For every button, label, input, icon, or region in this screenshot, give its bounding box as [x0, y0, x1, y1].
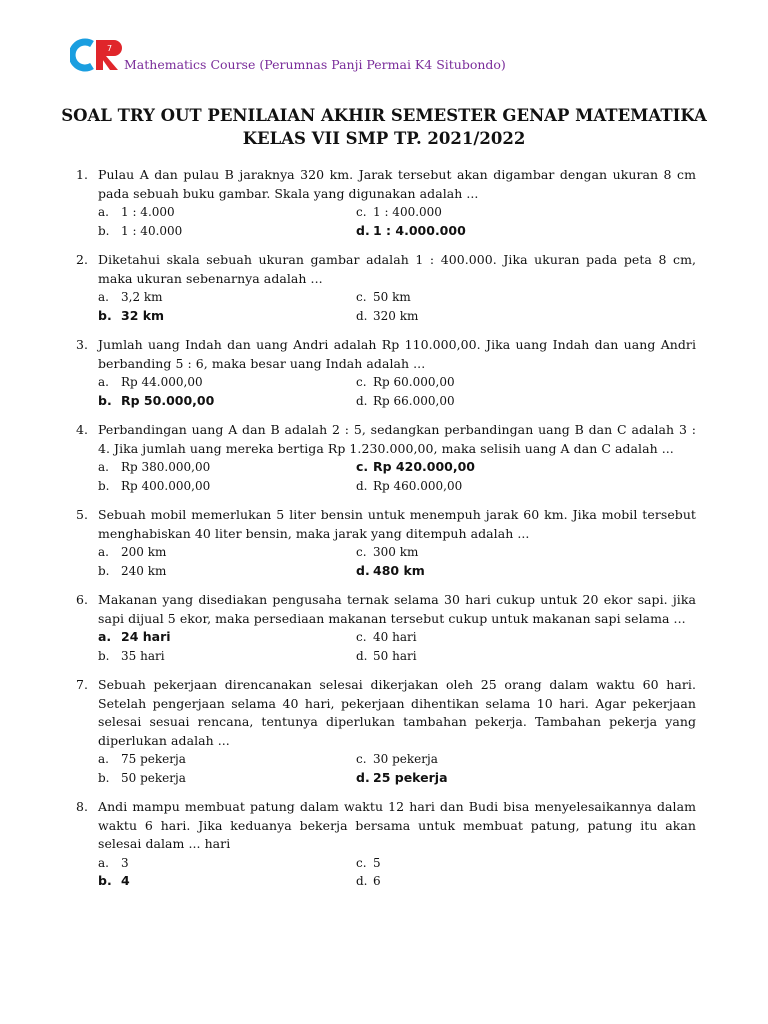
answer-option	[356, 288, 606, 307]
option-letter: b.	[98, 478, 110, 493]
page-header	[70, 38, 506, 72]
answer-option	[98, 769, 356, 788]
answer-option	[356, 628, 606, 647]
option-text: 25 pekerja	[373, 769, 448, 785]
title-line-1: SOAL TRY OUT PENILAIAN AKHIR SEMESTER GENAP MATEMATIKA	[61, 106, 707, 125]
answer-option	[356, 750, 606, 769]
question-item	[76, 336, 696, 410]
option-text: 50 hari	[373, 648, 417, 663]
option-letter: b.	[98, 648, 110, 663]
question-text: Diketahui skala sebuah ukuran gambar adalah 1 : 400.000. Jika ukuran pada peta 8 cm, maka ukuran sebenarnya adalah ...	[98, 252, 696, 286]
question-stem	[76, 591, 696, 628]
question-number: 8.	[76, 799, 88, 814]
option-letter: d.	[356, 874, 368, 888]
answer-option	[98, 392, 356, 411]
page-title	[0, 104, 768, 150]
answer-option	[356, 458, 606, 477]
option-text: 1 : 4.000	[121, 205, 175, 219]
option-text: 40 hari	[373, 630, 417, 644]
question-number: 2.	[76, 252, 88, 267]
question-stem	[76, 676, 696, 750]
answer-options	[98, 628, 696, 665]
question-number: 7.	[76, 677, 88, 692]
course-logo	[70, 38, 122, 72]
option-letter: a.	[98, 290, 109, 304]
question-stem	[76, 251, 696, 288]
answer-option	[98, 562, 356, 581]
option-text: Rp 460.000,00	[373, 478, 463, 493]
answer-option	[98, 750, 356, 769]
option-text: 3,2 km	[121, 290, 163, 304]
question-item	[76, 798, 696, 891]
option-text: 50 km	[373, 290, 411, 304]
option-letter: b.	[98, 770, 110, 785]
answer-option	[98, 872, 356, 891]
question-item	[76, 676, 696, 787]
option-text: Rp 50.000,00	[121, 392, 215, 408]
answer-option	[356, 854, 606, 873]
question-stem	[76, 798, 696, 854]
answer-options	[98, 373, 696, 410]
question-text: Sebuah mobil memerlukan 5 liter bensin untuk menempuh jarak 60 km. Jika mobil tersebut menghabiskan 40 liter bensin, maka jarak yang ditempuh adalah ...	[98, 507, 696, 541]
option-letter: a.	[98, 629, 112, 644]
answer-options	[98, 288, 696, 325]
option-letter: c.	[356, 205, 367, 219]
option-text: Rp 400.000,00	[121, 478, 211, 493]
option-letter: d.	[356, 222, 370, 238]
question-text: Perbandingan uang A dan B adalah 2 : 5, sedangkan perbandingan uang B dan C adalah 3 : 4. Jika jumlah uang mereka bertiga Rp 1.230.000,00, maka selisih uang A dan C adalah ...	[98, 422, 696, 456]
question-number: 4.	[76, 422, 88, 437]
option-text: 35 hari	[121, 648, 165, 663]
answer-option	[356, 307, 606, 326]
answer-options	[98, 458, 696, 495]
option-letter: c.	[356, 459, 369, 474]
option-letter: b.	[98, 563, 110, 578]
option-text: 3	[121, 855, 129, 870]
answer-option	[356, 562, 606, 581]
question-text: Sebuah pekerjaan direncanakan selesai dikerjakan oleh 25 orang dalam waktu 60 hari. Setelah pengerjaan selama 40 hari, pekerjaan dihentikan selama 10 hari. Agar pekerjaan selesai sesuai rencana, tentunya diperlukan tambahan pekerja. Tambahan pekerja yang diperlukan adalah ...	[98, 677, 696, 748]
option-letter: a.	[98, 545, 109, 559]
question-number: 5.	[76, 507, 88, 522]
question-item	[76, 251, 696, 325]
option-text: Rp 420.000,00	[373, 459, 476, 474]
course-name: Mathematics Course (Perumnas Panji Permai K4 Situbondo)	[124, 57, 506, 72]
question-item	[76, 506, 696, 580]
question-stem	[76, 336, 696, 373]
answer-option	[356, 222, 606, 241]
option-letter: d.	[356, 393, 368, 408]
question-stem	[76, 506, 696, 543]
answer-options	[98, 854, 696, 891]
answer-option	[98, 458, 356, 477]
answer-option	[98, 203, 356, 222]
question-text: Andi mampu membuat patung dalam waktu 12 hari dan Budi bisa menyelesaikannya dalam waktu 6 hari. Jika keduanya bekerja bersama untuk membuat patung, patung itu akan selesai dalam ... hari	[98, 799, 696, 851]
option-text: 1 : 4.000.000	[373, 222, 466, 238]
option-text: 32 km	[121, 307, 165, 323]
option-text: 240 km	[121, 563, 167, 578]
option-text: Rp 44.000,00	[121, 375, 203, 389]
question-text: Jumlah uang Indah dan uang Andri adalah Rp 110.000,00. Jika uang Indah dan uang Andri berbanding 5 : 6, maka besar uang Indah adalah ...	[98, 337, 696, 371]
answer-option	[98, 647, 356, 666]
answer-option	[98, 222, 356, 241]
answer-option	[98, 288, 356, 307]
question-list	[76, 166, 696, 902]
option-letter: d.	[356, 562, 370, 578]
option-text: 1 : 400.000	[373, 205, 442, 219]
question-number: 1.	[76, 167, 88, 182]
question-number: 6.	[76, 592, 88, 607]
question-number: 3.	[76, 337, 88, 352]
answer-option	[356, 392, 606, 411]
answer-option	[98, 628, 356, 647]
answer-options	[98, 203, 696, 240]
option-text: Rp 380.000,00	[121, 460, 211, 474]
option-text: 1 : 40.000	[121, 223, 183, 238]
option-letter: c.	[356, 290, 367, 304]
question-item	[76, 166, 696, 240]
question-stem	[76, 166, 696, 203]
answer-option	[98, 854, 356, 873]
question-text: Pulau A dan pulau B jaraknya 320 km. Jarak tersebut akan digambar dengan ukuran 8 cm pada sebuah buku gambar. Skala yang digunakan adalah ...	[98, 167, 696, 201]
answer-option	[98, 307, 356, 326]
title-line-2: KELAS VII SMP TP. 2021/2022	[242, 129, 526, 148]
option-letter: b.	[98, 223, 110, 238]
answer-option	[356, 872, 606, 891]
answer-option	[98, 373, 356, 392]
option-letter: c.	[356, 375, 367, 389]
option-text: 200 km	[121, 545, 167, 559]
question-text: Makanan yang disediakan pengusaha ternak selama 30 hari cukup untuk 20 ekor sapi. jika sapi dijual 5 ekor, maka persediaan makanan tersebut cukup untuk makanan sapi selama ...	[98, 592, 696, 626]
answer-option	[356, 647, 606, 666]
option-text: 50 pekerja	[121, 770, 186, 785]
option-letter: a.	[98, 855, 109, 870]
answer-option	[356, 477, 606, 496]
option-text: Rp 66.000,00	[373, 393, 455, 408]
option-text: 75 pekerja	[121, 752, 186, 766]
option-text: 4	[121, 873, 130, 888]
question-item	[76, 591, 696, 665]
option-letter: d.	[356, 478, 368, 493]
option-letter: d.	[356, 769, 370, 785]
option-letter: c.	[356, 630, 367, 644]
svg-text:7: 7	[107, 44, 113, 53]
option-text: Rp 60.000,00	[373, 375, 455, 389]
option-text: 6	[373, 874, 381, 888]
option-letter: c.	[356, 855, 367, 870]
option-text: 30 pekerja	[373, 752, 438, 766]
option-letter: b.	[98, 392, 112, 408]
answer-option	[356, 769, 606, 788]
option-letter: b.	[98, 307, 112, 323]
option-text: 5	[373, 855, 381, 870]
option-text: 480 km	[373, 562, 425, 578]
option-letter: d.	[356, 308, 368, 323]
option-text: 24 hari	[121, 629, 171, 644]
answer-option	[98, 477, 356, 496]
option-letter: a.	[98, 375, 109, 389]
answer-option	[356, 203, 606, 222]
option-letter: d.	[356, 648, 368, 663]
option-letter: a.	[98, 460, 109, 474]
option-letter: a.	[98, 752, 109, 766]
answer-options	[98, 543, 696, 580]
option-letter: a.	[98, 205, 109, 219]
answer-option	[356, 373, 606, 392]
question-item	[76, 421, 696, 495]
answer-options	[98, 750, 696, 787]
option-text: 320 km	[373, 308, 419, 323]
option-letter: b.	[98, 873, 112, 888]
answer-option	[98, 543, 356, 562]
answer-option	[356, 543, 606, 562]
option-letter: c.	[356, 752, 367, 766]
option-letter: c.	[356, 545, 367, 559]
question-stem	[76, 421, 696, 458]
option-text: 300 km	[373, 545, 419, 559]
